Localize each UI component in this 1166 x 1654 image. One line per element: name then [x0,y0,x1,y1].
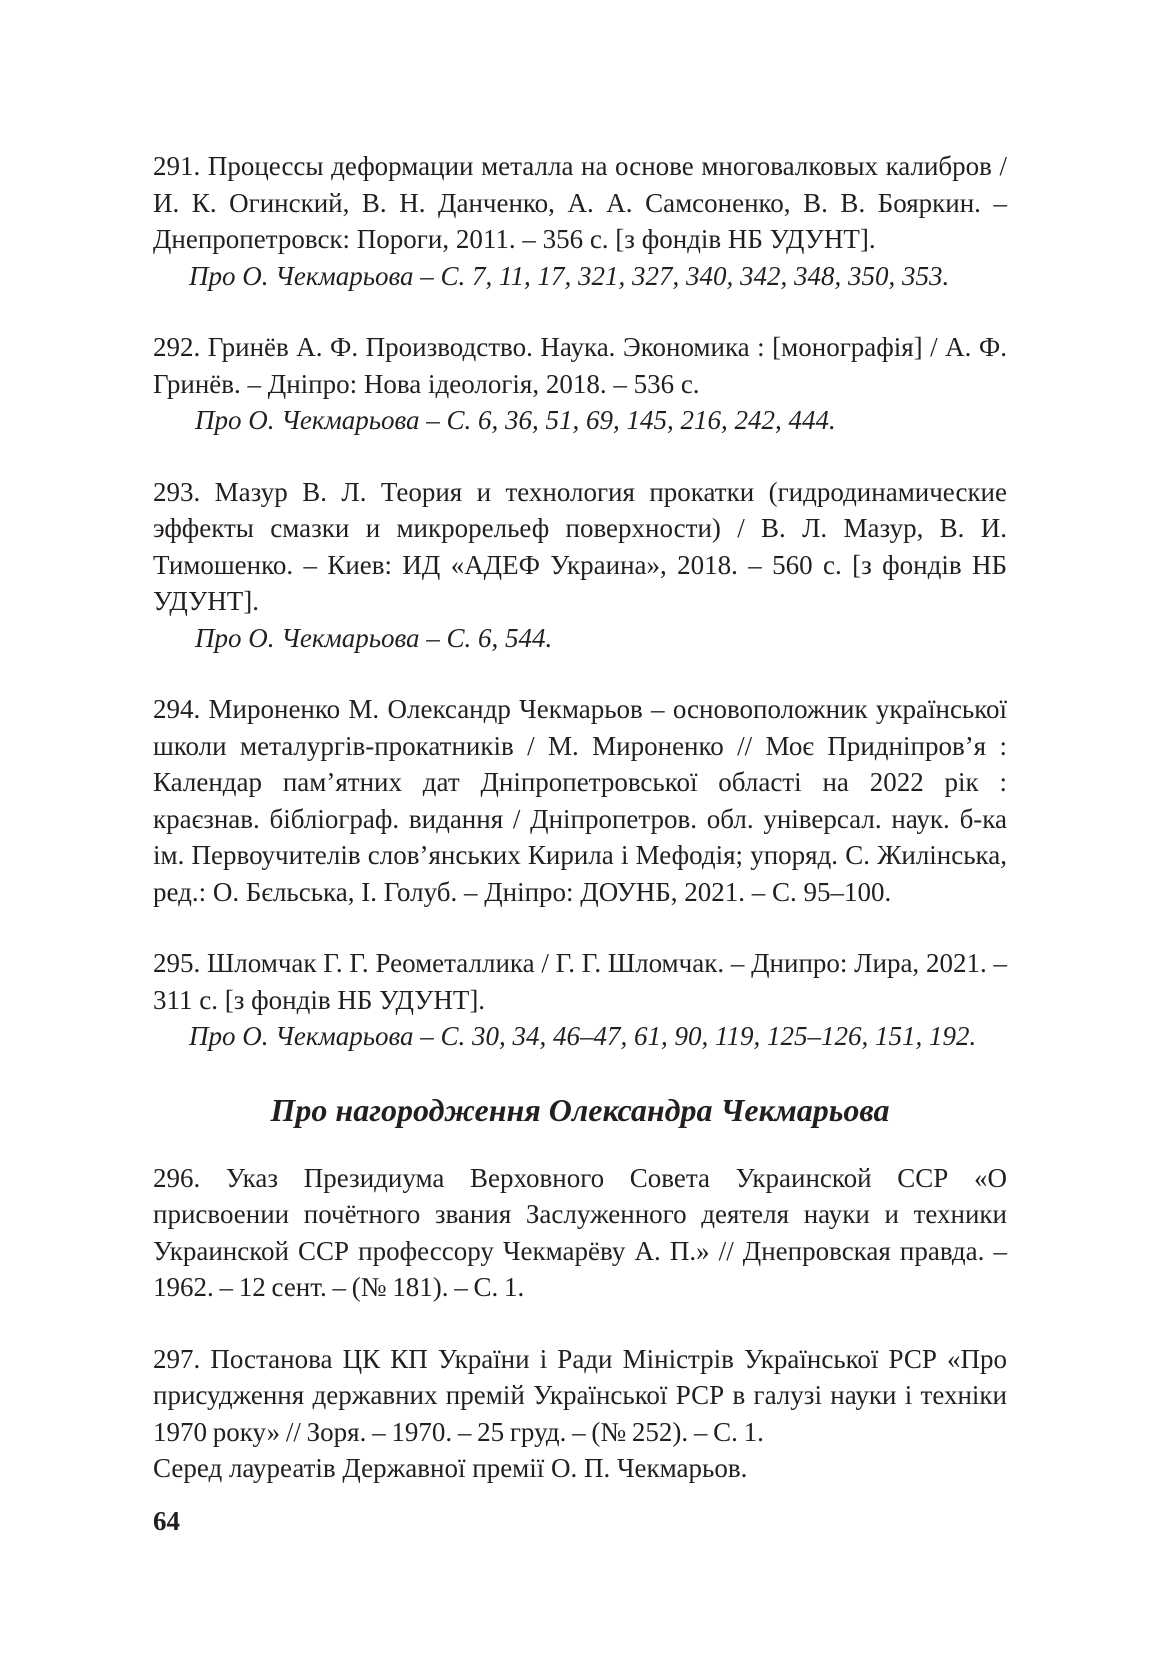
bibliography-entry-297 [153,1341,1007,1487]
page-content [153,148,1007,1522]
bibliography-entry-293 [153,474,1007,657]
entry-text: 293. Мазур В. Л. Теория и технология прокатки (гидродинамические эффекты смазки и микрорельеф поверхности) / В. Л. Мазур, В. И. Тимошенко. – Киев: ИД «АДЕФ Украина», 2018. – 560 с. [з фондів НБ УДУНТ]. [153,476,1007,616]
entry-text: 292. Гринёв А. Ф. Производство. Наука. Экономика : [монографія] / А. Ф. Гринёв. – Дніпро: Нова ідеологія, 2018. – 536 с. [153,332,1007,399]
entry-page-references: Про О. Чекмарьова – С. 6, 36, 51, 69, 145, 216, 242, 444. [195,405,836,435]
entry-page-references: Про О. Чекмарьова – С. 7, 11, 17, 321, 327, 340, 342, 348, 350, 353. [189,260,950,291]
entry-page-references: Про О. Чекмарьова – С. 30, 34, 46–47, 61, 90, 119, 125–126, 151, 192. [189,1021,977,1051]
entry-text: 291. Процессы деформации металла на основе многовалковых калибров / И. К. Огинский, В. Н. Данченко, А. А. Самсоненко, В. В. Бояркин. – Днепропетровск: Пороги, 2011. – 356 с. [з фондів НБ УДУНТ]. [153,151,1007,254]
entry-remark: Серед лауреатів Державної премії О. П. Чекмарьов. [153,1453,748,1483]
bibliography-entry-295 [153,945,1007,1055]
bibliography-entry-294 [153,691,1007,910]
entry-text: 294. Мироненко М. Олександр Чекмарьов – основоположник української школи металургів-прокатників / М. Мироненко // Моє Придніпров’я : Календар пам’ятних дат Дніпропетровської області на 2022 рік : краєзнав. бібліограф. видання / Дніпропетров. обл. універсал. наук. б-ка ім. Первоучителів слов’янських Кирила і Мефодія; упоряд. С. Жилінська, ред.: О. Бєльська, І. Голуб. – Дніпро: ДОУНБ, 2021. – С. 95–100. [153,694,1007,907]
entry-page-references: Про О. Чекмарьова – С. 6, 544. [195,622,553,653]
section-heading: Про нагородження Олександра Чекмарьова [270,1091,890,1128]
entry-text: 295. Шломчак Г. Г. Реометаллика / Г. Г. Шломчак. – Днипро: Лира, 2021. – 311 с. [з фондів НБ УДУНТ]. [153,948,1007,1015]
entry-text: 296. Указ Президиума Верховного Совета Украинской ССР «О присвоении почётного звания Заслуженного деятеля науки и техники Украинской ССР профессору Чекмарёву А. П.» // Днепровская правда. – 1962. – 12 сент. – (№ 181). – С. 1. [153,1162,1007,1302]
bibliography-entry-292 [153,329,1007,439]
bibliography-entry-291 [153,148,1007,294]
bibliography-entry-296 [153,1160,1007,1306]
page-number: 64 [153,1506,180,1536]
entry-text: 297. Постанова ЦК КП України і Ради Міністрів Української РСР «Про присудження державних премій Української РСР в галузі науки і техніки 1970 року» // Зоря. – 1970. – 25 груд. – (№ 252). – С. 1. [153,1343,1007,1447]
